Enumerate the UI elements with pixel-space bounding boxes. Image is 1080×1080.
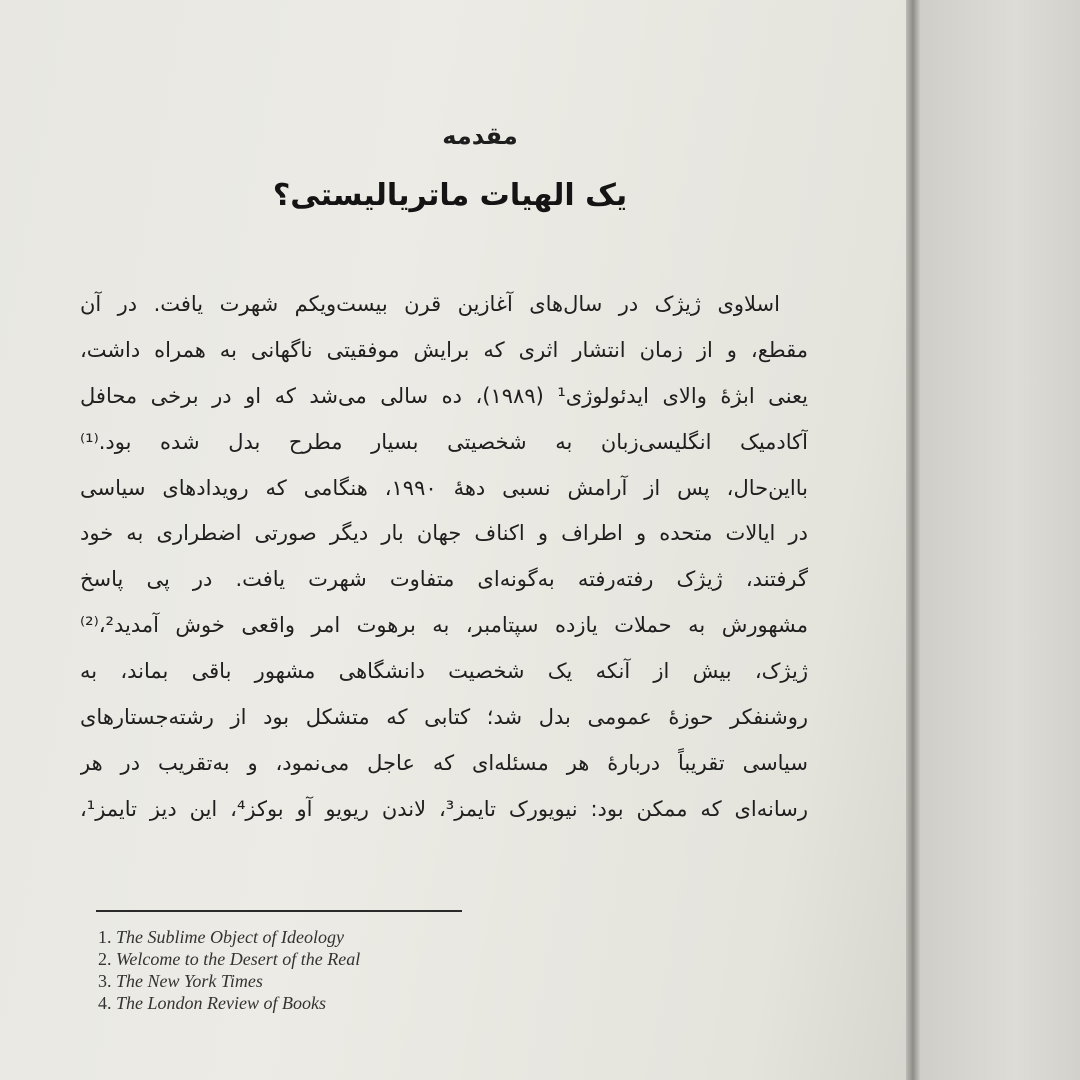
- body-line: رسانه‌ای که ممکن بود: نیویورک تایمز³، لاندن ریویو آو بوکز⁴، این دیز تایمز¹،: [80, 796, 808, 821]
- footnote-item: [98, 948, 518, 970]
- body-line: ژیژک، بیش از آنکه یک شخصیت دانشگاهی مشهور باقی بماند، به: [80, 659, 808, 684]
- body-line: اسلاوی ژیژک در سال‌های آغازین قرن بیست‌ویکم شهرت یافت. در آن: [80, 292, 780, 316]
- body-line: مشهورش به حملات یازده سپتامبر، به برهوت امر واقعی خوش آمدید²،⁽²⁾: [80, 613, 808, 638]
- footnote-text: The New York Times: [116, 971, 263, 991]
- footnote-text: Welcome to the Desert of the Real: [116, 949, 361, 969]
- footnotes: [98, 926, 518, 1014]
- footnote-divider: [96, 910, 462, 912]
- body-line: آکادمیک انگلیسی‌زبان به شخصیتی بسیار مطرح بدل شده بود.⁽¹⁾: [80, 429, 808, 454]
- footnote-number: 3.: [98, 971, 112, 991]
- footnote-number: 1.: [98, 927, 112, 947]
- body-line: سیاسی تقریباً دربارهٔ هر مسئله‌ای که عاجل می‌نمود، و به‌تقریب در هر: [80, 750, 808, 775]
- facing-page: [920, 0, 1080, 1080]
- body-line: بااین‌حال، پس از آرامش نسبی دههٔ ۱۹۹۰، هنگامی که رویدادهای سیاسی: [80, 475, 808, 500]
- section-label: مقدمه: [442, 122, 518, 150]
- footnote-item: [98, 926, 518, 948]
- body-line: در ایالات متحده و اطراف و اکناف جهان بار دیگر صورتی اضطراری به خود: [80, 521, 808, 546]
- footnote-item: [98, 992, 518, 1014]
- chapter-title: یک الهیات ماتریالیستی؟: [272, 178, 628, 213]
- page-gutter: [906, 0, 920, 1080]
- body-line: گرفتند، ژیژک رفته‌رفته به‌گونه‌ای متفاوت شهرت یافت. در پی پاسخ: [80, 567, 808, 592]
- footnote-item: [98, 970, 518, 992]
- footnote-number: 4.: [98, 993, 112, 1013]
- footnote-text: The Sublime Object of Ideology: [116, 927, 344, 947]
- body-line: روشنفکر حوزهٔ عمومی بدل شد؛ کتابی که متشکل بود از رشته‌جستارهای: [80, 705, 808, 730]
- footnote-number: 2.: [98, 949, 112, 969]
- body-line: یعنی ابژهٔ والای ایدئولوژی¹ (۱۹۸۹)، ده سالی می‌شد که او در برخی محافل: [80, 383, 808, 408]
- body-text: [80, 282, 808, 833]
- footnote-text: The London Review of Books: [116, 993, 326, 1013]
- body-line: مقطع، و از زمان انتشار اثری که برایش موفقیتی ناگهانی به همراه داشت،: [80, 337, 808, 362]
